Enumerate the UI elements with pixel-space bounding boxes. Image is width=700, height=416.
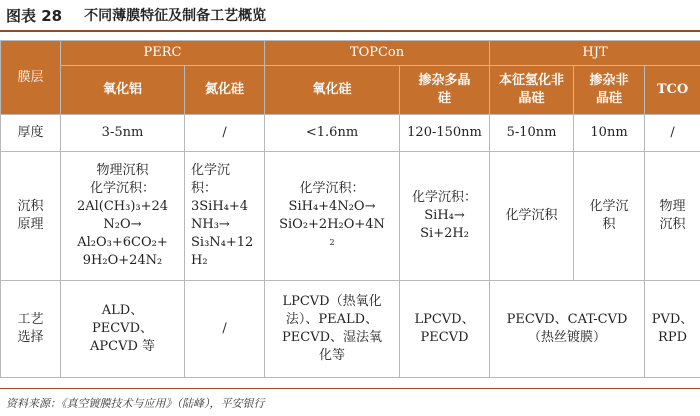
principle-footnote: 2 <box>329 238 335 247</box>
process-cell: LPCVD、 PECVD <box>400 281 490 378</box>
row-label-process: 工艺选择 <box>1 281 61 378</box>
thickness-cell: 120-150nm <box>400 115 490 152</box>
thickness-cell: <1.6nm <box>265 115 400 152</box>
principle-cell: 化学沉积： SiH₄→ Si+2H₂ <box>400 152 490 281</box>
process-cell: / <box>185 281 265 378</box>
figure-title-bar <box>0 0 700 32</box>
process-cell-hjt: PECVD、CAT-CVD （热丝镀膜） <box>490 281 645 378</box>
process-cell: PVD、 RPD <box>645 281 700 378</box>
thickness-cell: / <box>645 115 700 152</box>
header-corner: 膜层 <box>1 41 61 115</box>
sub-tco: TCO <box>645 66 700 115</box>
principle-cell: 化学沉 积 <box>574 152 645 281</box>
sub-silicon-oxide: 氧化硅 <box>265 66 400 115</box>
source-note <box>0 388 700 416</box>
thickness-cell: 5-10nm <box>490 115 574 152</box>
thickness-cell: 3-5nm <box>61 115 185 152</box>
group-perc: PERC <box>61 41 265 66</box>
sub-silicon-nitride: 氮化硅 <box>185 66 265 115</box>
principle-text: 化学沉积： SiH₄+4N₂O→ SiO₂+2H₂O+4N <box>279 181 385 232</box>
principle-cell: 化学沉 积： 3SiH₄+4 NH₃→ Si₃N₄+12 H₂ <box>185 152 265 281</box>
principle-cell: 物理沉积 化学沉积： 2Al(CH₃)₃+24 N₂O→ Al₂O₃+6CO₂+ 9H₂O+24N₂ <box>61 152 185 281</box>
sub-doped-polysilicon: 掺杂多晶硅 <box>400 66 490 115</box>
process-cell: LPCVD（热氧化 法）、PEALD、 PECVD、湿法氧 化等 <box>265 281 400 378</box>
sub-intrinsic-asi: 本征氢化非晶硅 <box>490 66 574 115</box>
thickness-cell: / <box>185 115 265 152</box>
source-text: 资料来源：《真空镀膜技术与应用》（陆峰），平安银行 <box>6 396 265 410</box>
principle-cell: 物理 沉积 <box>645 152 700 281</box>
principle-cell: 化学沉积 <box>490 152 574 281</box>
figure-title: 不同薄膜特征及制备工艺概览 <box>84 8 267 24</box>
group-topcon: TOPCon <box>265 41 490 66</box>
row-label-principle: 沉积原理 <box>1 152 61 281</box>
principle-cell-silicon-oxide <box>265 152 400 281</box>
sub-doped-asi: 掺杂非晶硅 <box>574 66 645 115</box>
group-hjt: HJT <box>490 41 700 66</box>
film-comparison-table <box>0 40 700 378</box>
process-cell: ALD、 PECVD、 APCVD 等 <box>61 281 185 378</box>
row-label-thickness: 厚度 <box>1 115 61 152</box>
sub-aluminum-oxide: 氧化铝 <box>61 66 185 115</box>
thickness-cell: 10nm <box>574 115 645 152</box>
figure-label: 图表 28 <box>6 6 63 25</box>
